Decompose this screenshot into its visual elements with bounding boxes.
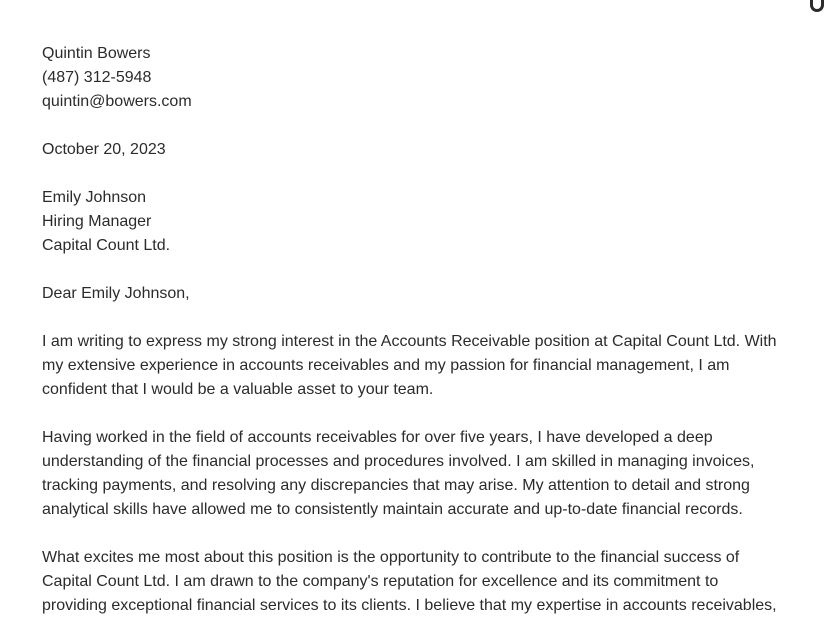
paragraph-line: providing exceptional financial services to its clients. I believe that my expertise in accounts receivables, [42, 597, 777, 614]
paragraph-line: Having worked in the field of accounts receivables for over five years, I have developed a deep [42, 429, 713, 446]
paragraph-line: Capital Count Ltd. I am drawn to the company's reputation for excellence and its commitment to [42, 573, 719, 590]
body-paragraph-2 [42, 426, 802, 522]
paragraph-line: analytical skills have allowed me to consistently maintain accurate and up-to-date financial records. [42, 501, 743, 518]
sender-email: quintin@bowers.com [42, 93, 192, 110]
paragraph-line: What excites me most about this position is the opportunity to contribute to the financial success of [42, 549, 740, 566]
cover-letter [42, 42, 802, 618]
recipient-title: Hiring Manager [42, 213, 152, 230]
paragraph-line: understanding of the financial processes and procedures involved. I am skilled in managing invoices, [42, 453, 755, 470]
body-paragraph-3 [42, 546, 802, 618]
sender-phone: (487) 312-5948 [42, 69, 152, 86]
recipient-company: Capital Count Ltd. [42, 237, 171, 254]
body-paragraph-1 [42, 330, 802, 402]
paragraph-line: my extensive experience in accounts receivables and my passion for financial management, I am [42, 357, 730, 374]
recipient-block [42, 186, 802, 258]
partial-icon [810, 0, 824, 12]
sender-name: Quintin Bowers [42, 45, 151, 62]
salutation: Dear Emily Johnson, [42, 285, 190, 302]
recipient-name: Emily Johnson [42, 189, 147, 206]
paragraph-line: tracking payments, and resolving any discrepancies that may arise. My attention to detail and strong [42, 477, 750, 494]
letter-date: October 20, 2023 [42, 141, 166, 158]
sender-block [42, 42, 802, 114]
paragraph-line: I am writing to express my strong interest in the Accounts Receivable position at Capital Count Ltd. With [42, 333, 777, 350]
paragraph-line: confident that I would be a valuable asset to your team. [42, 381, 434, 398]
